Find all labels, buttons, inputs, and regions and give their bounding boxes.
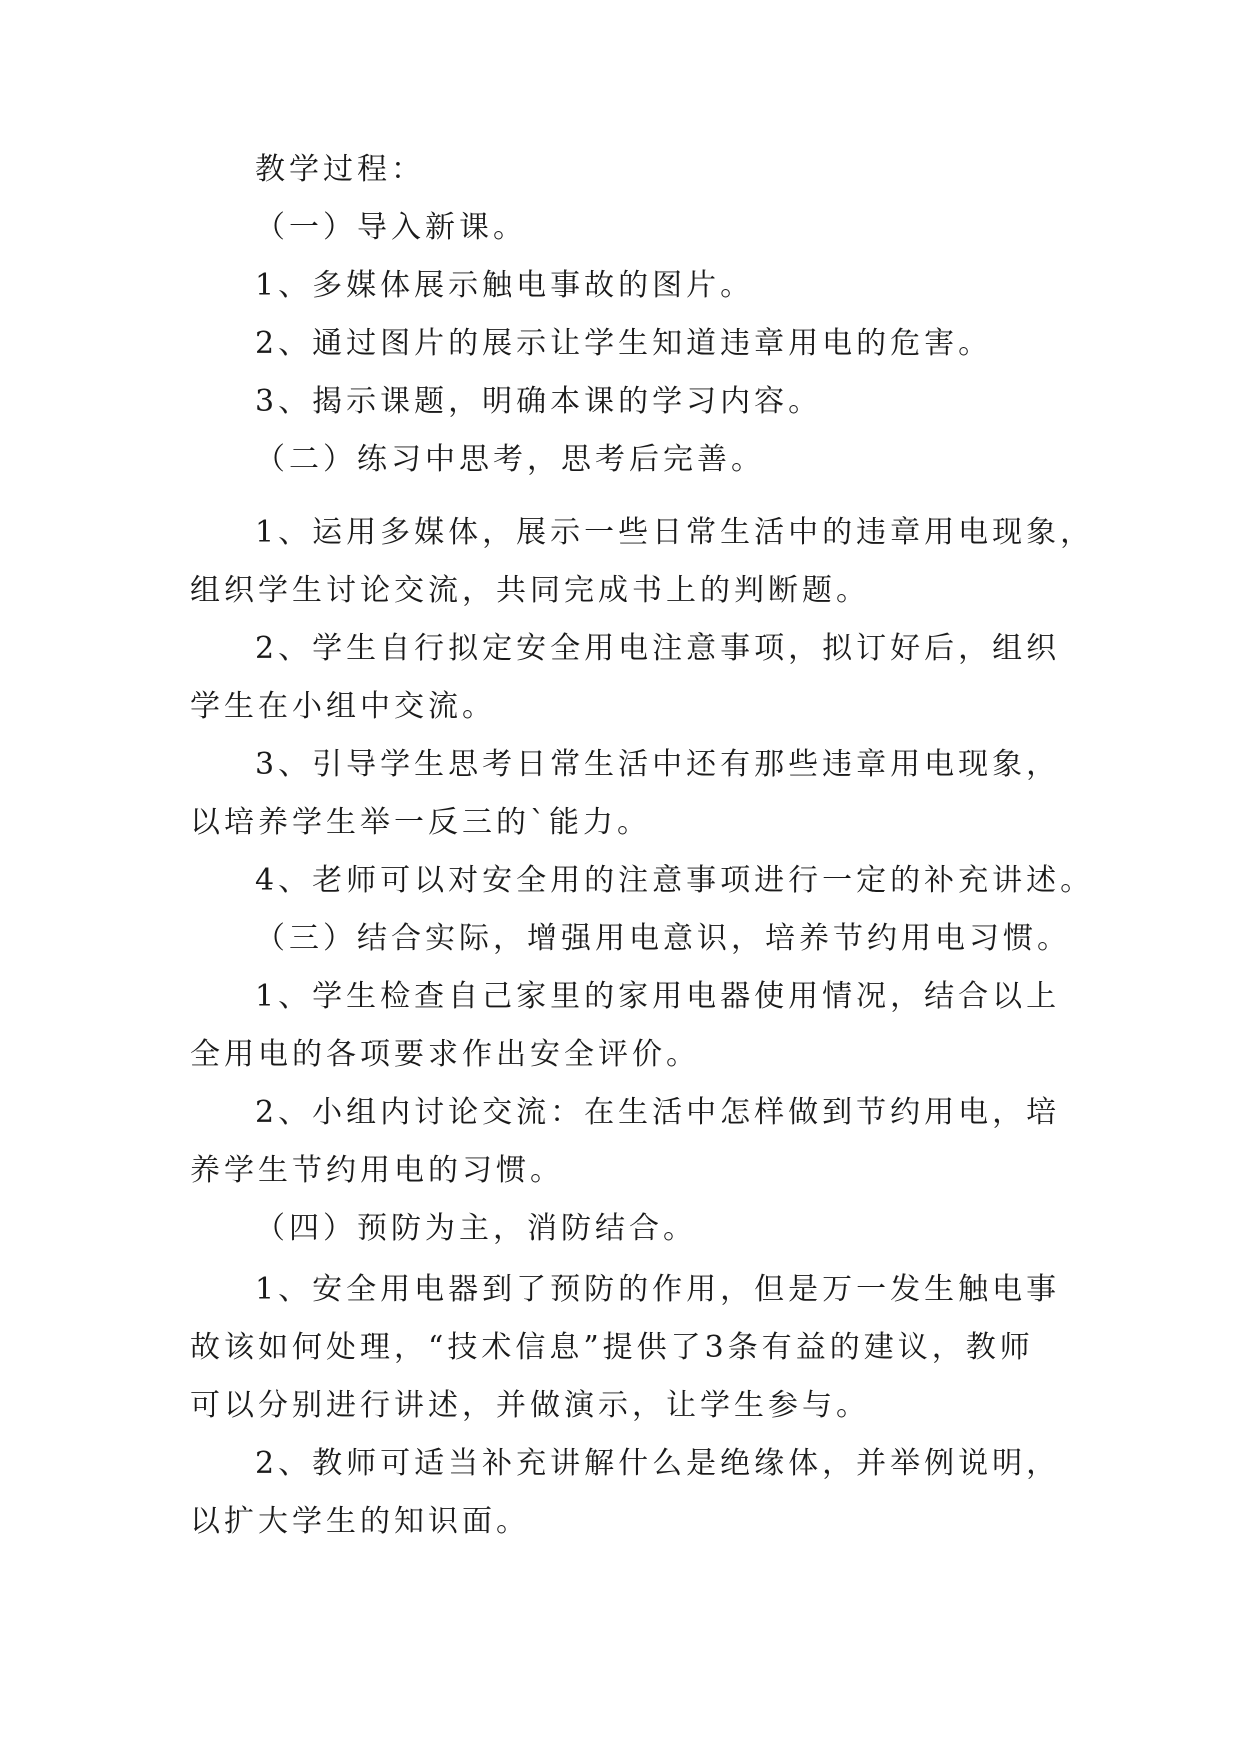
list-item: 1、多媒体展示触电事故的图片。 [255, 268, 755, 303]
list-item: 1、安全用电器到了预防的作用，但是万一发生触电事 [255, 1272, 1061, 1307]
subsection-heading: （一）导入新课。 [255, 210, 527, 245]
list-item: 3、揭示课题，明确本课的学习内容。 [255, 384, 823, 419]
list-item: 4、老师可以对安全用的注意事项进行一定的补充讲述。 [255, 863, 1095, 898]
section-heading: 教学过程： [255, 152, 425, 187]
list-item-continuation: 组织学生讨论交流，共同完成书上的判断题。 [190, 573, 870, 608]
list-item-continuation: 学生在小组中交流。 [190, 689, 496, 724]
list-item-continuation: 可以分别进行讲述，并做演示，让学生参与。 [190, 1388, 870, 1423]
subsection-heading: （三）结合实际，增强用电意识，培养节约用电习惯。 [255, 921, 1071, 956]
list-item-continuation: 以培养学生举一反三的`能力。 [190, 805, 651, 840]
list-item: 2、通过图片的展示让学生知道违章用电的危害。 [255, 326, 993, 361]
list-item: 2、学生自行拟定安全用电注意事项，拟订好后，组织 [255, 631, 1061, 666]
subsection-heading: （二）练习中思考，思考后完善。 [255, 442, 765, 477]
list-item: 1、运用多媒体，展示一些日常生活中的违章用电现象， [255, 515, 1095, 550]
list-item-continuation: 全用电的各项要求作出安全评价。 [190, 1037, 700, 1072]
list-item-continuation: 故该如何处理，“技术信息”提供了3条有益的建议，教师 [190, 1330, 1034, 1365]
list-item: 2、小组内讨论交流：在生活中怎样做到节约用电，培 [255, 1095, 1061, 1130]
list-item-continuation: 以扩大学生的知识面。 [190, 1504, 530, 1539]
subsection-heading: （四）预防为主，消防结合。 [255, 1211, 697, 1246]
list-item: 1、学生检查自己家里的家用电器使用情况，结合以上 [255, 979, 1061, 1014]
list-item: 3、引导学生思考日常生活中还有那些违章用电现象， [255, 747, 1061, 782]
list-item: 2、教师可适当补充讲解什么是绝缘体，并举例说明， [255, 1446, 1061, 1481]
list-item-continuation: 养学生节约用电的习惯。 [190, 1153, 564, 1188]
